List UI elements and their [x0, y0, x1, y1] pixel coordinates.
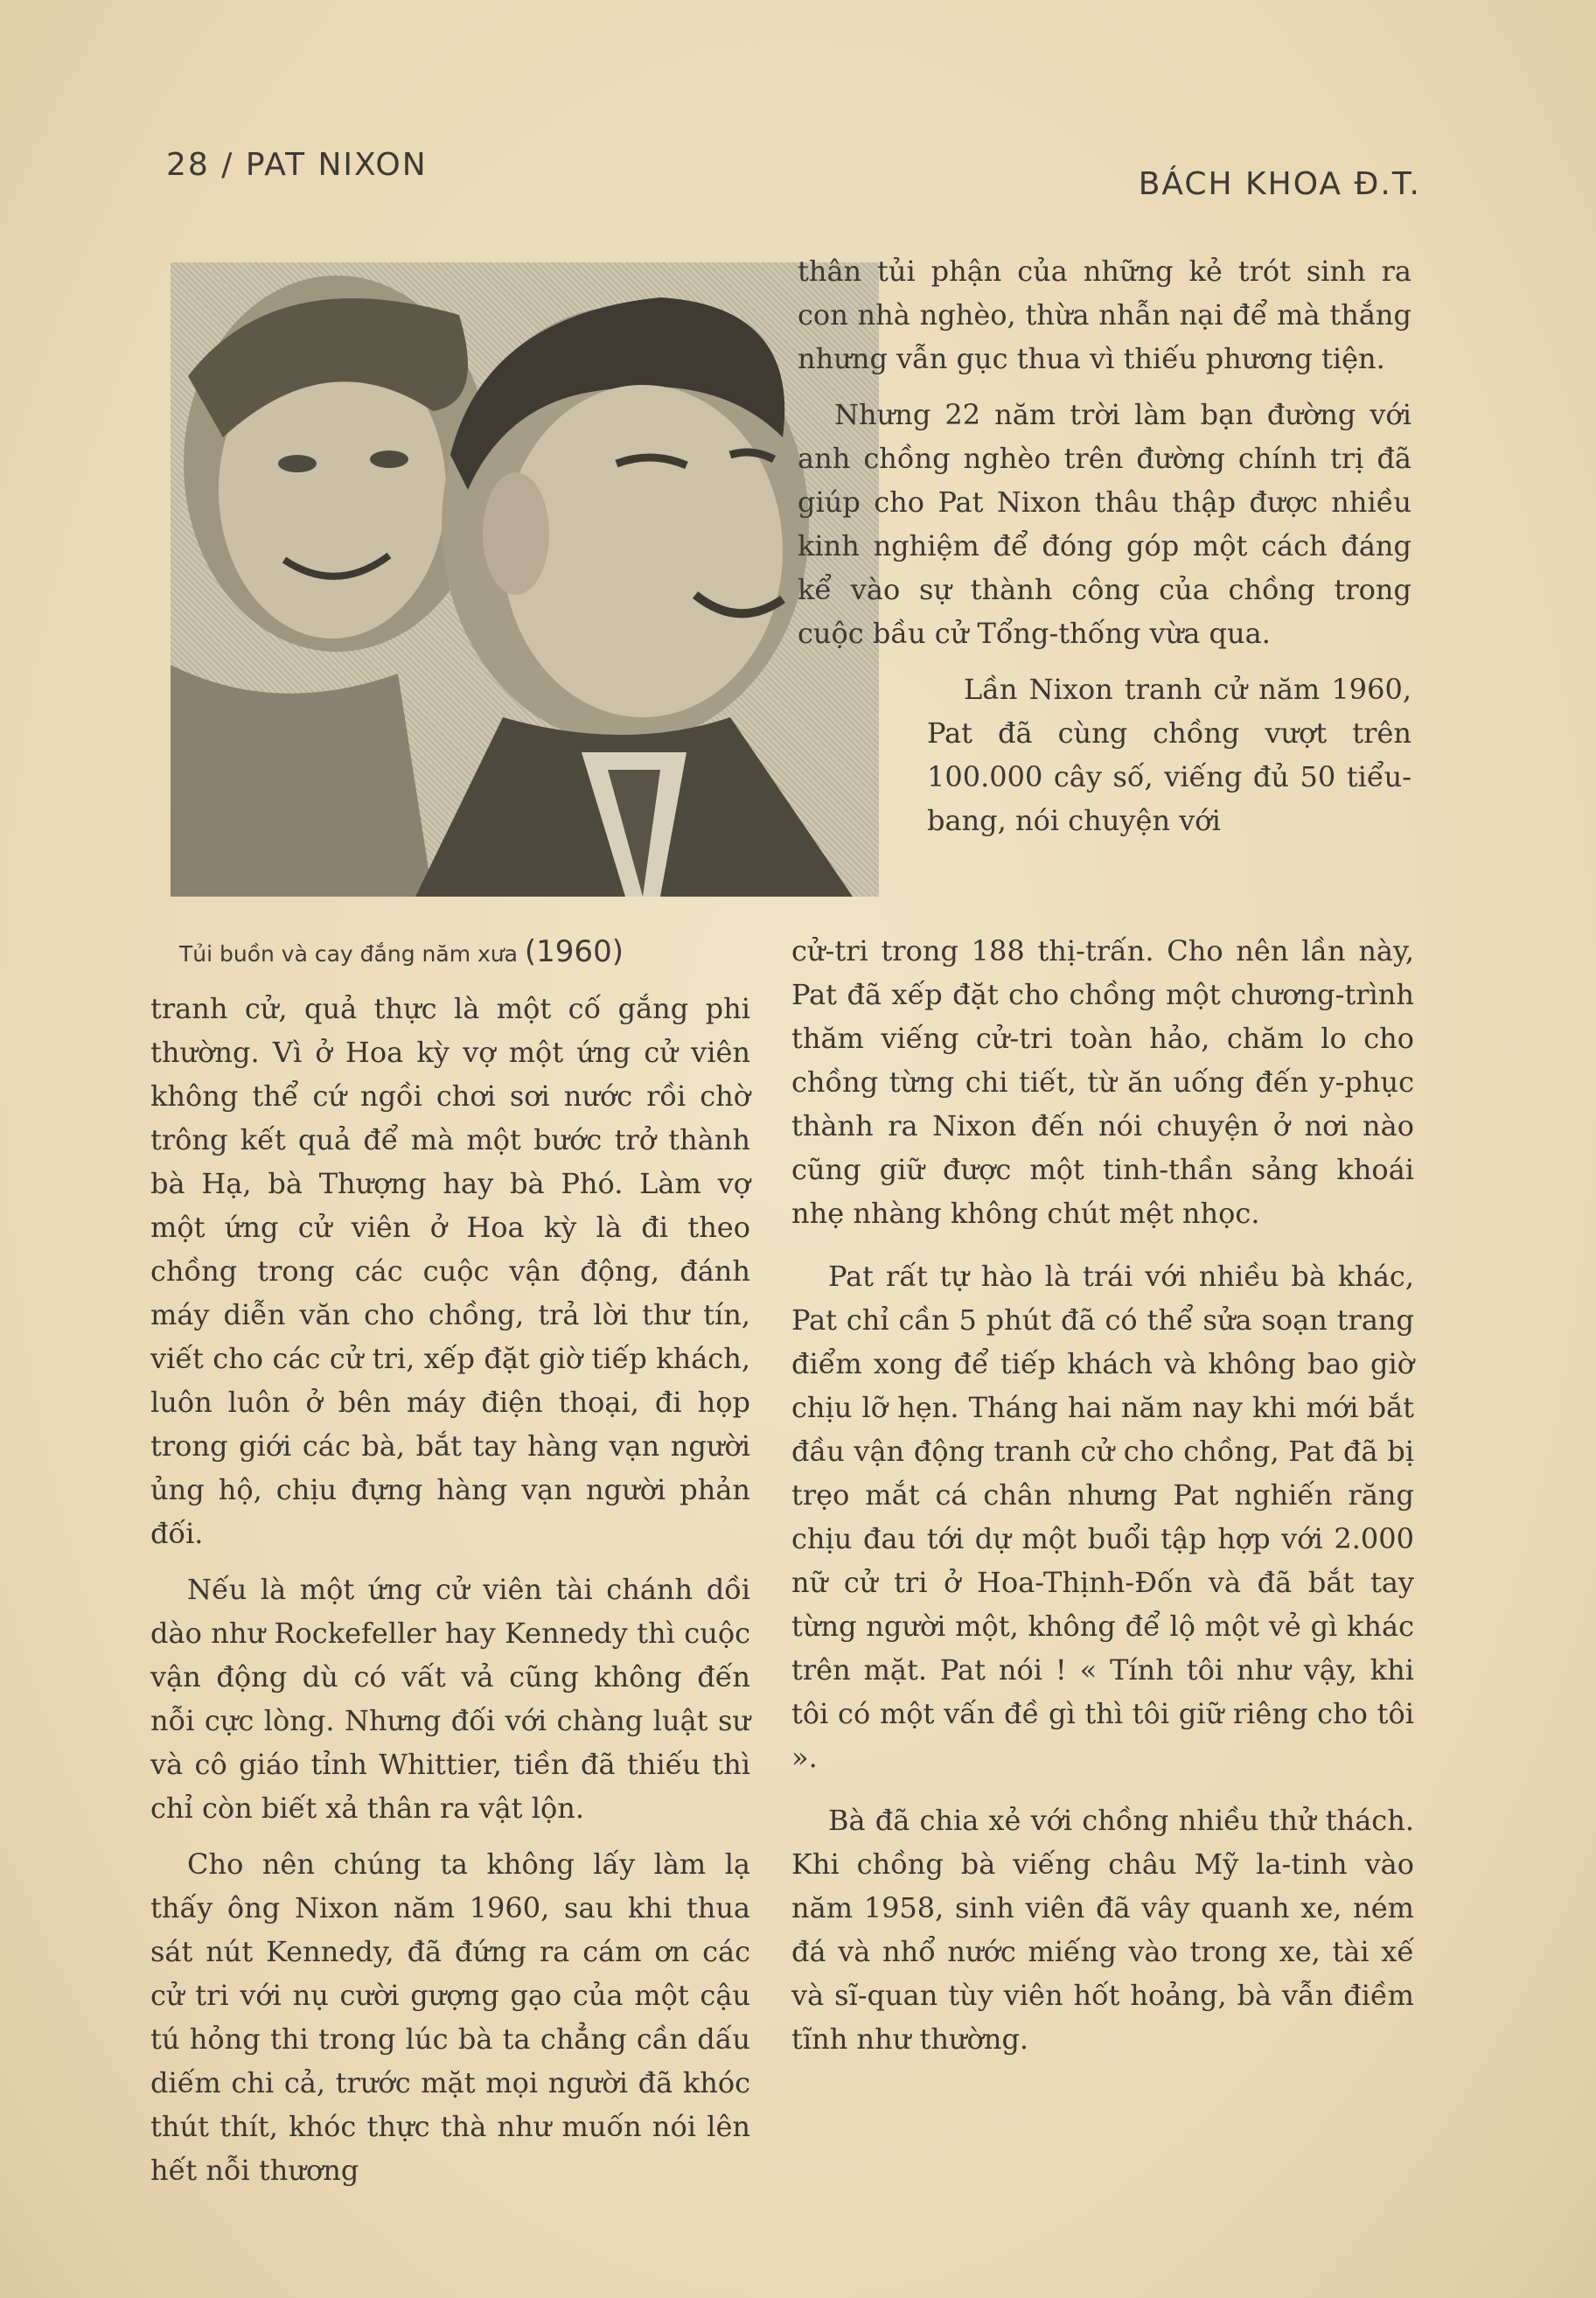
- left-column: [150, 987, 750, 2204]
- paragraph: Nhưng 22 năm trời làm bạn đường với anh chồng nghèo trên đường chính trị đã giúp cho Pat Nixon thâu thập được nhiều kinh nghiệm để đóng góp một cách đáng kể vào sự thành công của chồng trong cuộc bầu cử Tổng-thống vừa qua.: [798, 398, 1411, 650]
- paragraph: Pat rất tự hào là trái với nhiều bà khác, Pat chỉ cần 5 phút đã có thể sửa soạn trang điểm xong để tiếp khách và không bao giờ chịu lỡ hẹn. Tháng hai năm nay khi mới bắt đầu vận động tranh cử cho chồng, Pat đã bị trẹo mắt cá chân nhưng Pat nghiến răng chịu đau tới dự một buổi tập hợp với 2.000 nữ cử tri ở Hoa-Thịnh-Đốn và đã bắt tay từng người một, không để lộ một vẻ gì khác trên mặt. Pat nói ! « Tính tôi như vậy, khi tôi có một vấn đề gì thì tôi giữ riêng cho tôi ».: [791, 1260, 1414, 1774]
- page-header-right: BÁCH KHOA Đ.T.: [1138, 166, 1421, 202]
- paragraph: Lần Nixon tranh cử năm 1960, Pat đã cùng chồng vượt trên 100.000 cây số, viếng đủ 50 tiểu-bang, nói chuyện với: [927, 673, 1411, 837]
- caption-year: (1960): [524, 934, 624, 969]
- caption-text: Tủi buồn và cay đắng năm xưa: [179, 941, 518, 967]
- photo-illustration: [171, 262, 879, 897]
- paragraph: cử-tri trong 188 thị-trấn. Cho nên lần này, Pat đã xếp đặt cho chồng một chương-trình thăm viếng cử-tri toàn hảo, chăm lo cho chồng từng chi tiết, từ ăn uống đến y-phục thành ra Nixon đến nói chuyện ở nơi nào cũng giữ được một tinh-thần sảng khoái nhẹ nhàng không chút mệt nhọc.: [791, 934, 1414, 1230]
- paragraph: Nếu là một ứng cử viên tài chánh dồi dào như Rockefeller hay Kennedy thì cuộc vận động dù có vất vả cũng không đến nỗi cực lòng. Nhưng đối với chàng luật sư và cô giáo tỉnh Whittier, tiền đã thiếu thì chỉ còn biết xả thân ra vật lộn.: [150, 1573, 750, 1825]
- right-column-upper: [798, 249, 1411, 855]
- paragraph: tranh cử, quả thực là một cố gắng phi thường. Vì ở Hoa kỳ vợ một ứng cử viên không thể cứ ngồi chơi sơi nước rồi chờ trông kết quả để mà một bước trở thành bà Hạ, bà Thượng hay bà Phó. Làm vợ một ứng cử viên ở Hoa kỳ là đi theo chồng trong các cuộc vận động, đánh máy diễn văn cho chồng, trả lời thư tín, viết cho các cử tri, xếp đặt giờ tiếp khách, luôn luôn ở bên máy điện thoại, đi họp trong giới các bà, bắt tay hàng vạn người ủng hộ, chịu đựng hàng vạn người phản đối.: [150, 992, 750, 1550]
- paragraph: Bà đã chia xẻ với chồng nhiều thử thách. Khi chồng bà viếng châu Mỹ la-tinh vào năm 1958, sinh viên đã vây quanh xe, ném đá và nhổ nước miếng vào trong xe, tài xế và sĩ-quan tùy viên hốt hoảng, bà vẫn điềm tĩnh như thường.: [791, 1804, 1414, 2056]
- halftone-photo: [171, 262, 879, 897]
- photo-caption: [179, 934, 739, 969]
- right-column-lower: [791, 929, 1414, 2080]
- paragraph: thân tủi phận của những kẻ trót sinh ra con nhà nghèo, thừa nhẫn nại để mà thắng nhưng vẫn gục thua vì thiếu phương tiện.: [798, 255, 1411, 375]
- page-header-left: 28 / PAT NIXON: [166, 147, 428, 183]
- paragraph: Cho nên chúng ta không lấy làm lạ thấy ông Nixon năm 1960, sau khi thua sát nút Kennedy, đã đứng ra cám ơn các cử tri với nụ cười gượng gạo của một cậu tú hỏng thi trong lúc bà ta chẳng cần dấu diếm chi cả, trước mặt mọi người đã khóc thút thít, khóc thực thà như muốn nói lên hết nỗi thương: [150, 1847, 750, 2187]
